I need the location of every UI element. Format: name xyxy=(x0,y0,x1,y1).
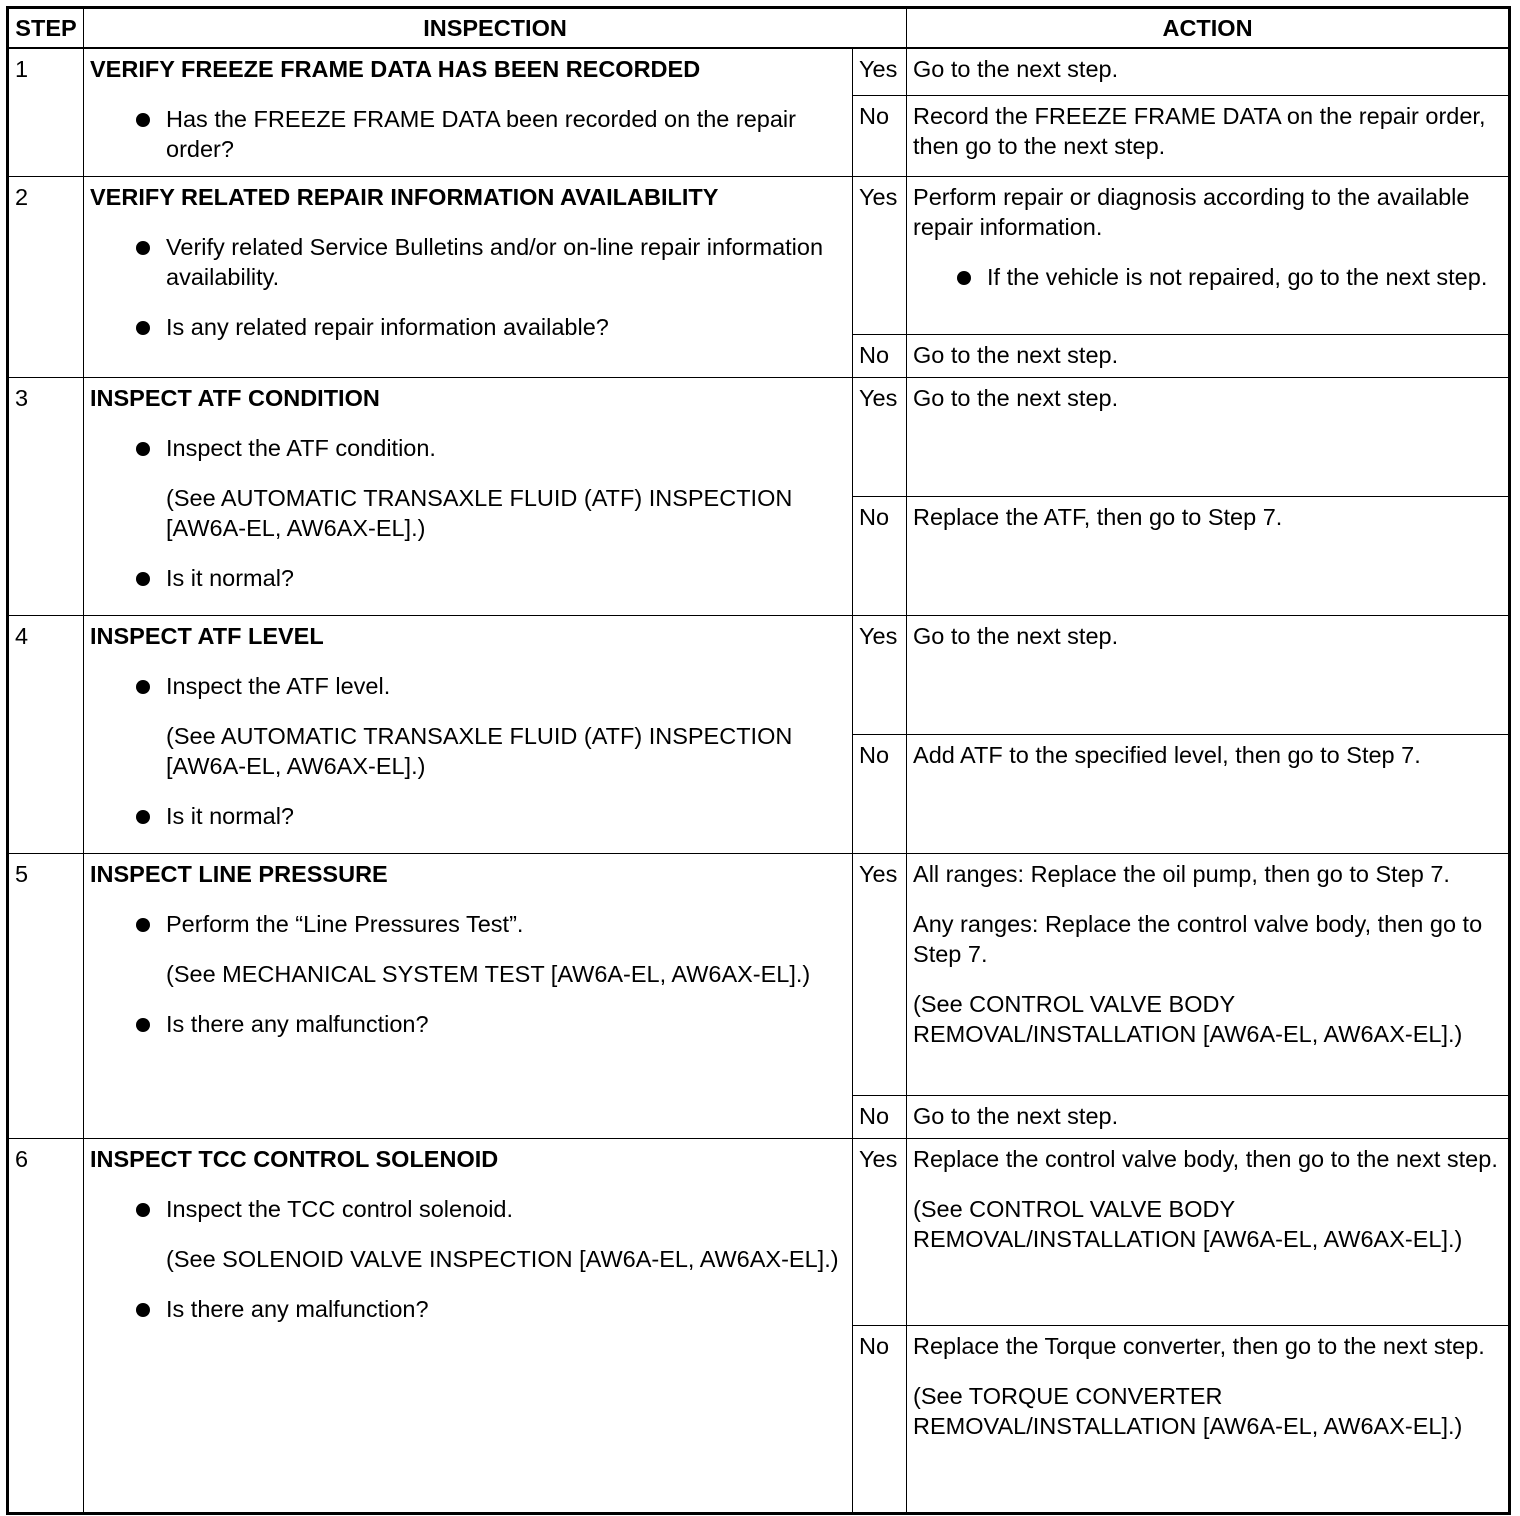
action-text: Go to the next step. xyxy=(913,56,1119,82)
yes-label: Yes xyxy=(853,378,907,497)
action-text: Go to the next step. xyxy=(913,385,1119,411)
action-text: Replace the ATF, then go to Step 7. xyxy=(913,504,1283,530)
bullet-item: Verify related Service Bulletins and/or on-line repair information availability. xyxy=(90,232,846,292)
yes-action xyxy=(907,48,1510,96)
step-number: 2 xyxy=(8,177,84,378)
reference-text: (See SOLENOID VALVE INSPECTION [AW6A-EL, AW6AX-EL].) xyxy=(166,1246,839,1272)
step-1-inspection xyxy=(84,48,853,177)
step-3-inspection xyxy=(84,378,853,616)
no-action xyxy=(907,497,1510,616)
action-text: Go to the next step. xyxy=(913,623,1119,649)
yes-action xyxy=(907,177,1510,335)
bullet-item: Inspect the ATF level. xyxy=(90,671,846,701)
action-text: Go to the next step. xyxy=(913,1103,1119,1129)
step-3-yes-row xyxy=(8,378,1510,497)
header-step: STEP xyxy=(8,8,84,49)
reference-text: (See MECHANICAL SYSTEM TEST [AW6A-EL, AW6AX-EL].) xyxy=(166,961,811,987)
step-title: INSPECT LINE PRESSURE xyxy=(90,861,388,887)
yes-label: Yes xyxy=(853,616,907,735)
yes-action xyxy=(907,616,1510,735)
no-action xyxy=(907,1096,1510,1139)
bullet-item: Perform the “Line Pressures Test”. xyxy=(90,909,846,939)
step-4-yes-row xyxy=(8,616,1510,735)
no-label: No xyxy=(853,1326,907,1514)
header-action: ACTION xyxy=(907,8,1510,49)
bullet-item: Is it normal? xyxy=(90,801,846,831)
step-1-yes-row xyxy=(8,48,1510,96)
bullet-item: Inspect the ATF condition. xyxy=(90,433,846,463)
action-text: All ranges: Replace the oil pump, then go to Step 7. xyxy=(913,861,1450,887)
bullet-item: Has the FREEZE FRAME DATA been recorded on the repair order? xyxy=(90,104,846,164)
yes-label: Yes xyxy=(853,177,907,335)
no-label: No xyxy=(853,497,907,616)
no-action xyxy=(907,1326,1510,1514)
step-5-inspection xyxy=(84,854,853,1139)
step-number: 5 xyxy=(8,854,84,1139)
yes-label: Yes xyxy=(853,1139,907,1326)
action-text: Record the FREEZE FRAME DATA on the repair order, then go to the next step. xyxy=(913,103,1486,159)
yes-action xyxy=(907,378,1510,497)
header-inspection: INSPECTION xyxy=(84,8,907,49)
step-number: 4 xyxy=(8,616,84,854)
action-bullet: If the vehicle is not repaired, go to the next step. xyxy=(913,262,1502,292)
bullet-item: Is there any malfunction? xyxy=(90,1009,846,1039)
action-text: Perform repair or diagnosis according to the available repair information. xyxy=(913,184,1470,240)
reference-text: (See CONTROL VALVE BODY REMOVAL/INSTALLATION [AW6A-EL, AW6AX-EL].) xyxy=(913,991,1463,1047)
step-number: 3 xyxy=(8,378,84,616)
reference-text: (See CONTROL VALVE BODY REMOVAL/INSTALLATION [AW6A-EL, AW6AX-EL].) xyxy=(913,1196,1463,1252)
diagnostic-procedure-table xyxy=(6,6,1511,1515)
no-action xyxy=(907,96,1510,177)
yes-action xyxy=(907,1139,1510,1326)
step-2-yes-row xyxy=(8,177,1510,335)
step-title: VERIFY RELATED REPAIR INFORMATION AVAILABILITY xyxy=(90,184,719,210)
step-5-yes-row xyxy=(8,854,1510,1096)
step-6-yes-row xyxy=(8,1139,1510,1326)
no-label: No xyxy=(853,1096,907,1139)
step-6-inspection xyxy=(84,1139,853,1514)
step-title: VERIFY FREEZE FRAME DATA HAS BEEN RECORDED xyxy=(90,56,701,82)
action-text: Go to the next step. xyxy=(913,342,1119,368)
action-text: Replace the control valve body, then go to the next step. xyxy=(913,1146,1498,1172)
reference-text: (See AUTOMATIC TRANSAXLE FLUID (ATF) INSPECTION [AW6A-EL, AW6AX-EL].) xyxy=(166,485,793,541)
bullet-item: Is it normal? xyxy=(90,563,846,593)
no-label: No xyxy=(853,735,907,854)
step-title: INSPECT ATF LEVEL xyxy=(90,623,324,649)
action-text: Any ranges: Replace the control valve body, then go to Step 7. xyxy=(913,911,1483,967)
yes-label: Yes xyxy=(853,48,907,96)
no-label: No xyxy=(853,335,907,378)
yes-label: Yes xyxy=(853,854,907,1096)
bullet-item: Is any related repair information available? xyxy=(90,312,846,342)
no-label: No xyxy=(853,96,907,177)
bullet-item: Is there any malfunction? xyxy=(90,1294,846,1324)
bullet-item: Inspect the TCC control solenoid. xyxy=(90,1194,846,1224)
reference-text: (See AUTOMATIC TRANSAXLE FLUID (ATF) INSPECTION [AW6A-EL, AW6AX-EL].) xyxy=(166,723,793,779)
step-number: 6 xyxy=(8,1139,84,1514)
step-2-inspection xyxy=(84,177,853,378)
yes-action xyxy=(907,854,1510,1096)
step-4-inspection xyxy=(84,616,853,854)
action-text: Replace the Torque converter, then go to the next step. xyxy=(913,1333,1485,1359)
reference-text: (See TORQUE CONVERTER REMOVAL/INSTALLATION [AW6A-EL, AW6AX-EL].) xyxy=(913,1383,1463,1439)
no-action xyxy=(907,335,1510,378)
step-title: INSPECT ATF CONDITION xyxy=(90,385,380,411)
header-row xyxy=(8,8,1510,49)
action-text: Add ATF to the specified level, then go to Step 7. xyxy=(913,742,1421,768)
step-title: INSPECT TCC CONTROL SOLENOID xyxy=(90,1146,499,1172)
step-number: 1 xyxy=(8,48,84,177)
no-action xyxy=(907,735,1510,854)
